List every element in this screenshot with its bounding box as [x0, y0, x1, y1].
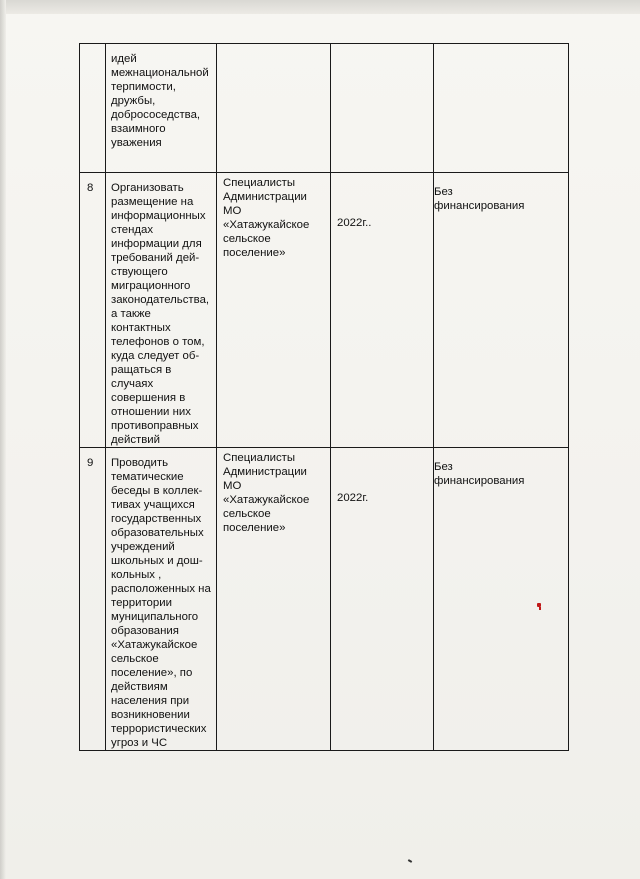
- executor-cell: Специалисты Администрации МО «Хатажукайское сельское поселение»: [217, 448, 331, 751]
- executor-cell: Специалисты Администрации МО «Хатажукайское сельское поселение»: [217, 173, 331, 448]
- scan-shadow-top: [0, 0, 640, 14]
- action-plan-table: [79, 43, 569, 751]
- row-number-cell: 8: [80, 173, 106, 448]
- ink-speck: [408, 859, 412, 863]
- year-cell: [331, 44, 434, 173]
- row-number-cell: [80, 44, 106, 173]
- table-row: [80, 448, 569, 751]
- funding-cell: Без финансирования: [434, 448, 569, 751]
- action-cell: Проводить тематические беседы в коллек- тивах учащихся государственных образовательных учреждений школьных и дош- кольных , расположенных на территории муниципального образования «Хатажукайское сельское поселение», по действиям населения при возникновении террористических угроз и ЧС: [106, 448, 217, 751]
- executor-cell: [217, 44, 331, 173]
- funding-cell: [434, 44, 569, 173]
- scan-shadow-left: [0, 0, 6, 879]
- action-cell: Организовать размещение на информационных стендах информации для требований дей- ствующего миграционного законодательства, а также контактных телефонов о том, куда следует об- ращаться в случаях совершения в отношении них противоправных действий: [106, 173, 217, 448]
- red-ink-mark: [539, 607, 541, 610]
- table-row: [80, 44, 569, 173]
- year-cell: 2022г..: [331, 173, 434, 448]
- year-cell: 2022г.: [331, 448, 434, 751]
- funding-cell: Без финансирования: [434, 173, 569, 448]
- table-row: [80, 173, 569, 448]
- action-cell: идей межнациональной терпимости, дружбы, добрососедства, взаимного уважения: [106, 44, 217, 173]
- row-number-cell: 9: [80, 448, 106, 751]
